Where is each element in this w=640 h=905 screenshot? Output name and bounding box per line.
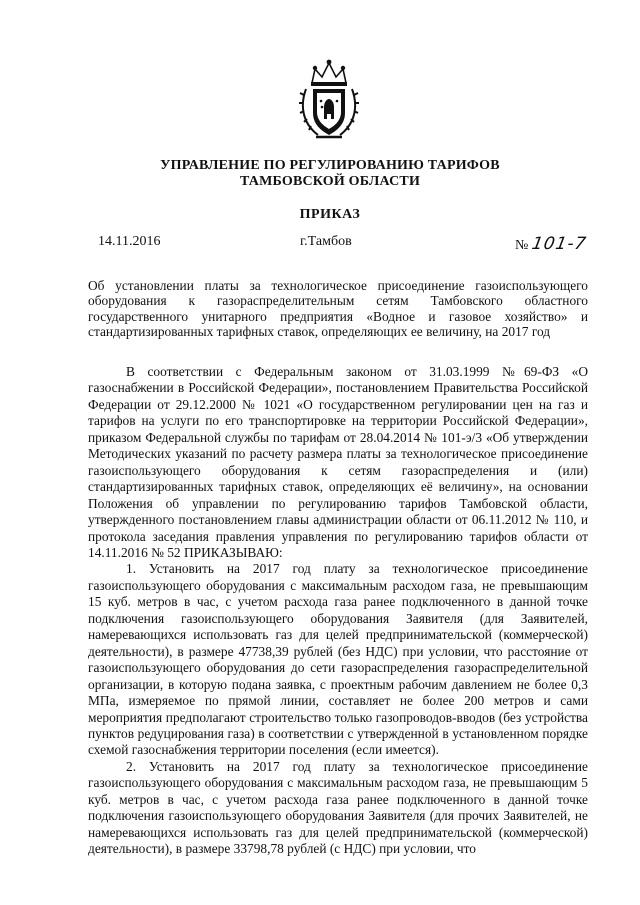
document-body bbox=[88, 364, 588, 858]
document-number bbox=[515, 234, 587, 254]
org-name-line-2: ТАМБОВСКОЙ ОБЛАСТИ bbox=[239, 174, 421, 189]
number-prefix: № bbox=[515, 238, 529, 253]
document-subject: Об установлении платы за технологическое присоединение газоиспользующего оборудования к газораспределительным сетям Тамбовского областного государственного унитарного предприятия «Водное и газовое хозяйство» и стандартизированных тарифных ставок, определяющих ее величину, на 2017 год bbox=[88, 278, 588, 340]
item-1-paragraph: 1. Установить на 2017 год плату за технологическое присоединение газоиспользующего оборудования с максимальным расходом газа, не превышающим 15 куб. метров в час, с учетом расхода газа ранее подключенного в данной точке подключения газоиспользующего оборудования Заявителя (для Заявителей, намеревающихся использовать газ для целей предпринимательской (коммерческой) деятельности), в размере 47738,39 рублей (без НДС) при условии, что расстояние от газоиспользующего оборудования до сети газораспределения газораспределительной организации, в которую подана заявка, с проектным рабочим давлением не более 0,3 МПа, измеряемое по прямой линии, составляет не более 200 метров и сами мероприятия предполагают строительство только газопроводов-вводов (без устройства пунктов редуцирования газа) в соответствии с утвержденной в установленном порядке схемой газоснабжения территории поселения (если имеется). bbox=[88, 561, 588, 758]
item-2-paragraph: 2. Установить на 2017 год плату за технологическое присоединение газоиспользующего оборудования с максимальным расходом газа, не превышающим 5 куб. метров в час, с учетом расхода газа ранее подключенного в данной точке подключения газоиспользующего оборудования Заявителя (для прочих Заявителей, не намеревающихся использовать газ для целей предпринимательской (коммерческой) деятельности), в размере 33798,78 рублей (с НДС) при условии, что bbox=[88, 758, 588, 857]
number-handwritten: 101-7 bbox=[530, 234, 589, 254]
tambov-coat-of-arms-icon bbox=[298, 55, 360, 143]
document-date: 14.11.2016 bbox=[98, 234, 161, 249]
preamble-paragraph: В соответствии с Федеральным законом от 31.03.1999 №69-ФЗ «О газоснабжении в Российской Федерации», постановлением Правительства Российской Федерации от 29.12.2000 № 1021 «О государственном регулировании цен на газ и тарифов на услуги по его транспортировке на территории Российской Федерации», приказом Федеральной службы по тарифам от 28.04.2014 № 101-э/3 «Об утверждении Методических указаний по расчету размера платы за технологическое присоединение газоиспользующего оборудования к сетям газораспределения и (или) стандартизированных тарифных ставок, определяющих её величину», на основании Положения об управлении по регулированию тарифов Тамбовской области, утвержденного постановлением главы администрации области от 06.11.2012 № 110, и протокола заседания правления управления по регулированию тарифов области от 14.11.2016 № 52 ПРИКАЗЫВАЮ: bbox=[88, 364, 588, 560]
document-type: ПРИКАЗ bbox=[299, 207, 361, 222]
document-city: г.Тамбов bbox=[300, 234, 352, 249]
org-name-line-1: УПРАВЛЕНИЕ ПО РЕГУЛИРОВАНИЮ ТАРИФОВ bbox=[160, 158, 500, 173]
